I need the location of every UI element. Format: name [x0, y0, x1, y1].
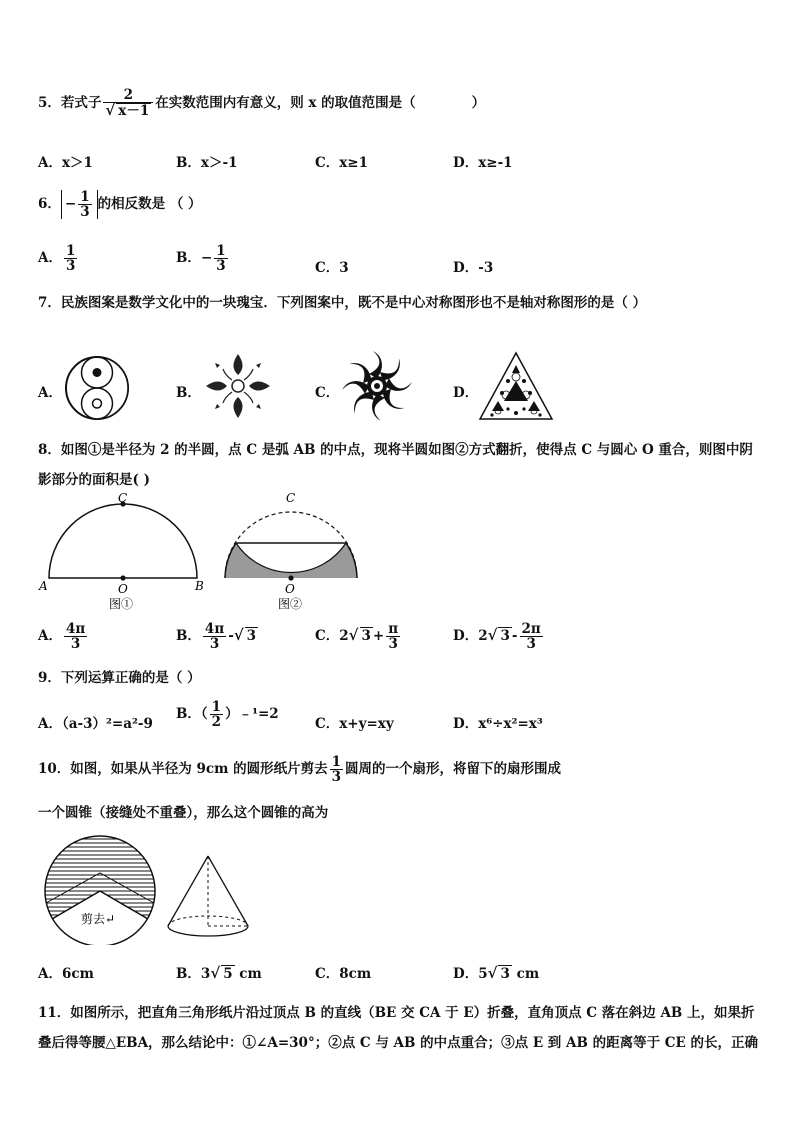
- frac-den: 3: [386, 636, 400, 651]
- option-sign: −: [200, 250, 213, 267]
- floral-cross-figure: [203, 351, 273, 421]
- option-text: 3: [339, 260, 349, 276]
- option-op: +: [372, 628, 385, 645]
- yin-yang-figure: [64, 355, 130, 421]
- fig1-label-b: B: [195, 579, 204, 593]
- q11-stem-line1: 11．如图所示，把直角三角形纸片沿过顶点 B 的直线（BE 交 CA 于 E）折叠，直角顶点 C 落在斜边 AB 上，如果折: [38, 1005, 755, 1021]
- option-fraction: [214, 244, 227, 273]
- fig1-label-o: O: [118, 582, 128, 596]
- fig2-label-c: C: [286, 492, 296, 505]
- frac-den: 3: [203, 636, 226, 651]
- option-label: A．: [38, 155, 62, 171]
- option-text: 6cm: [61, 966, 94, 982]
- option-text: x≥-1: [478, 155, 513, 171]
- q10-option-d[interactable]: D．5√ 3 cm: [453, 964, 540, 982]
- option-fraction: [210, 700, 223, 729]
- option-text: x≥1: [339, 155, 369, 171]
- cone-figure: [160, 852, 256, 944]
- option-sqrt: 3: [246, 628, 257, 645]
- q8-option-a[interactable]: [38, 622, 89, 651]
- option-label: C．: [315, 155, 340, 171]
- q8-option-b[interactable]: B． $\frac{4\pi}{3}$ -√ 3: [176, 621, 257, 653]
- option-label: C．: [315, 260, 340, 276]
- q6-abs-fraction: [78, 190, 91, 219]
- option-fraction: [386, 622, 400, 651]
- option-label: A．: [38, 385, 62, 401]
- option-label: D．: [453, 966, 479, 982]
- q11-stem-line2: 叠后得等腰△EBA，那么结论中：①∠A=30°；②点 C 与 AB 的中点重合；③点 E 到 AB 的距离等于 CE 的长，正确: [38, 1035, 759, 1051]
- q5-fraction: [103, 88, 153, 119]
- q5-option-b[interactable]: [176, 151, 237, 171]
- q9-option-b[interactable]: B．（ $\frac{1}{2}$ ）﹣¹=2: [176, 699, 279, 731]
- q5-stem: [38, 88, 485, 119]
- option-label: B．: [176, 155, 201, 171]
- frac-num: π: [388, 621, 399, 637]
- option-sqrt: 3: [500, 628, 510, 645]
- option-label: D．: [453, 716, 479, 732]
- fig2-label-o: O: [285, 582, 295, 596]
- q6-number: 6．: [38, 196, 61, 213]
- option-op: -: [228, 628, 234, 645]
- q6-abs-sign: −: [64, 196, 77, 213]
- q8-option-c[interactable]: C．2√ 3 + $\frac{\pi}{3}$: [315, 621, 399, 653]
- option-coef: 3: [200, 966, 211, 982]
- frac-num: 1: [65, 243, 76, 259]
- triangle-pattern-figure: [478, 351, 554, 421]
- option-label: C．: [315, 966, 340, 982]
- q5-close-paren: ）: [471, 94, 486, 111]
- frac-den: 3: [216, 258, 226, 275]
- q10-stem-line2: 一个圆锥（接缝处不重叠），那么这个圆锥的高为: [38, 805, 329, 821]
- option-label: B．: [176, 385, 201, 401]
- cut-label: 剪去↵: [81, 912, 116, 926]
- q6-absolute-value: [61, 190, 98, 219]
- frac-num: 4π: [65, 621, 86, 637]
- q7-option-c[interactable]: [315, 381, 339, 401]
- q10-fraction: [330, 755, 343, 784]
- q5-frac-den: √ x－1: [103, 102, 153, 119]
- option-coef: 2: [478, 628, 488, 645]
- q10-option-c[interactable]: [315, 962, 371, 982]
- q10-post: 圆周的一个扇形，将留下的扇形围成: [345, 761, 561, 778]
- frac-den: 3: [64, 636, 87, 651]
- q7-option-a[interactable]: [38, 381, 62, 401]
- option-text: x+y=xy: [339, 716, 394, 732]
- option-unit: cm: [516, 966, 540, 982]
- option-sqrt: 5: [223, 966, 233, 982]
- option-label: B．: [176, 628, 201, 645]
- q10-pre: 10．如图，如果从半径为 9cm 的圆形纸片剪去: [38, 761, 328, 778]
- q7-option-b[interactable]: [176, 381, 201, 401]
- frac-den: 3: [65, 258, 76, 275]
- option-text: （a-3）²=a²-9: [61, 716, 153, 732]
- option-fraction: [64, 622, 87, 651]
- option-coef: 2: [339, 628, 349, 645]
- option-label: D．: [453, 628, 479, 645]
- option-fraction: [520, 622, 543, 651]
- frac-num: 1: [80, 189, 90, 205]
- frac-den: 2: [211, 714, 222, 731]
- semicircle-figure-1: [34, 492, 214, 614]
- cut-circle-figure: [38, 833, 164, 945]
- option-label: C．: [315, 716, 340, 732]
- option-coef: 5: [478, 966, 488, 982]
- q7-option-d[interactable]: [453, 381, 478, 401]
- q5-post: 在实数范围内有意义，则 x 的取值范围是（: [155, 94, 416, 111]
- option-text: -3: [478, 260, 494, 276]
- q8-stem-line2: 影部分的面积是( ): [38, 472, 150, 488]
- fig1-label-c: C: [118, 492, 128, 505]
- option-label: C．: [315, 628, 340, 645]
- option-label: A．: [38, 716, 62, 732]
- q7-stem: 7．民族图案是数学文化中的一块瑰宝．下列图案中，既不是中心对称图形也不是轴对称图形的是（ ）: [38, 295, 647, 311]
- option-text: x＞-1: [200, 155, 238, 171]
- q10-option-b[interactable]: B．3√ 5 cm: [176, 964, 262, 982]
- q8-stem-line1: 8．如图①是半径为 2 的半圆，点 C 是弧 AB 的中点，现将半圆如图②方式翻折，使得点 C 与圆心 O 重合，则图中阴: [38, 442, 753, 458]
- q9-option-d[interactable]: [453, 712, 543, 732]
- option-unit: cm: [239, 966, 262, 982]
- q6-option-b[interactable]: [176, 244, 230, 273]
- q9-option-a[interactable]: [38, 712, 153, 732]
- q6-stem: [38, 190, 202, 219]
- option-label: D．: [453, 260, 479, 276]
- frac-num: 4π: [204, 621, 225, 637]
- option-label: B．: [176, 966, 201, 982]
- option-text: 8cm: [339, 966, 372, 982]
- option-fraction: [203, 622, 226, 651]
- option-sqrt: 3: [361, 628, 371, 645]
- option-sqrt: 3: [500, 966, 510, 982]
- q5-option-a[interactable]: [38, 151, 93, 171]
- q5-number: 5．: [38, 94, 61, 111]
- option-label: B．: [176, 706, 201, 723]
- frac-num: 1: [216, 243, 226, 259]
- fig1-label-a: A: [39, 579, 48, 593]
- option-label: D．: [453, 385, 479, 401]
- frac-den: 3: [80, 204, 90, 221]
- q9-option-c[interactable]: [315, 712, 394, 732]
- q5-frac-num: 2: [123, 87, 134, 103]
- option-label: D．: [453, 155, 479, 171]
- q6-option-a[interactable]: [38, 244, 79, 273]
- option-op: -: [511, 628, 518, 645]
- option-label: A．: [38, 628, 62, 645]
- q5-option-d[interactable]: [453, 151, 513, 171]
- q10-stem-line1: [38, 755, 561, 784]
- q6-option-c[interactable]: [315, 256, 349, 276]
- q5-option-c[interactable]: [315, 151, 368, 171]
- q5-sqrt-arg: x－1: [118, 103, 150, 120]
- option-text: x⁶÷x²=x³: [478, 716, 543, 732]
- frac-den: 3: [520, 636, 543, 651]
- fig2-caption: 图②: [278, 597, 303, 611]
- frac-num: 1: [331, 754, 341, 770]
- fig1-caption: 图①: [109, 597, 134, 611]
- q5-pre: 若式子: [60, 94, 102, 111]
- option-fraction: [64, 244, 77, 273]
- folded-semicircle-figure-2: [214, 492, 370, 614]
- option-label: C．: [315, 385, 340, 401]
- q10-option-a[interactable]: [38, 962, 94, 982]
- option-tail: ﹣¹=2: [238, 706, 279, 723]
- option-label: B．: [176, 250, 201, 267]
- q8-option-d[interactable]: D．2√ 3 - $\frac{2\pi}{3}$: [453, 621, 541, 653]
- option-text: x＞1: [61, 155, 93, 171]
- option-label: A．: [38, 966, 62, 982]
- q6-post: 的相反数是 （ ）: [97, 196, 202, 213]
- frac-num: 2π: [521, 621, 541, 637]
- pinwheel-flower-figure: [339, 348, 415, 424]
- frac-den: 3: [331, 769, 341, 786]
- q9-stem: 9．下列运算正确的是（ ）: [38, 670, 201, 686]
- frac-num: 1: [211, 699, 222, 715]
- q6-option-d[interactable]: [453, 256, 493, 276]
- option-label: A．: [38, 250, 62, 267]
